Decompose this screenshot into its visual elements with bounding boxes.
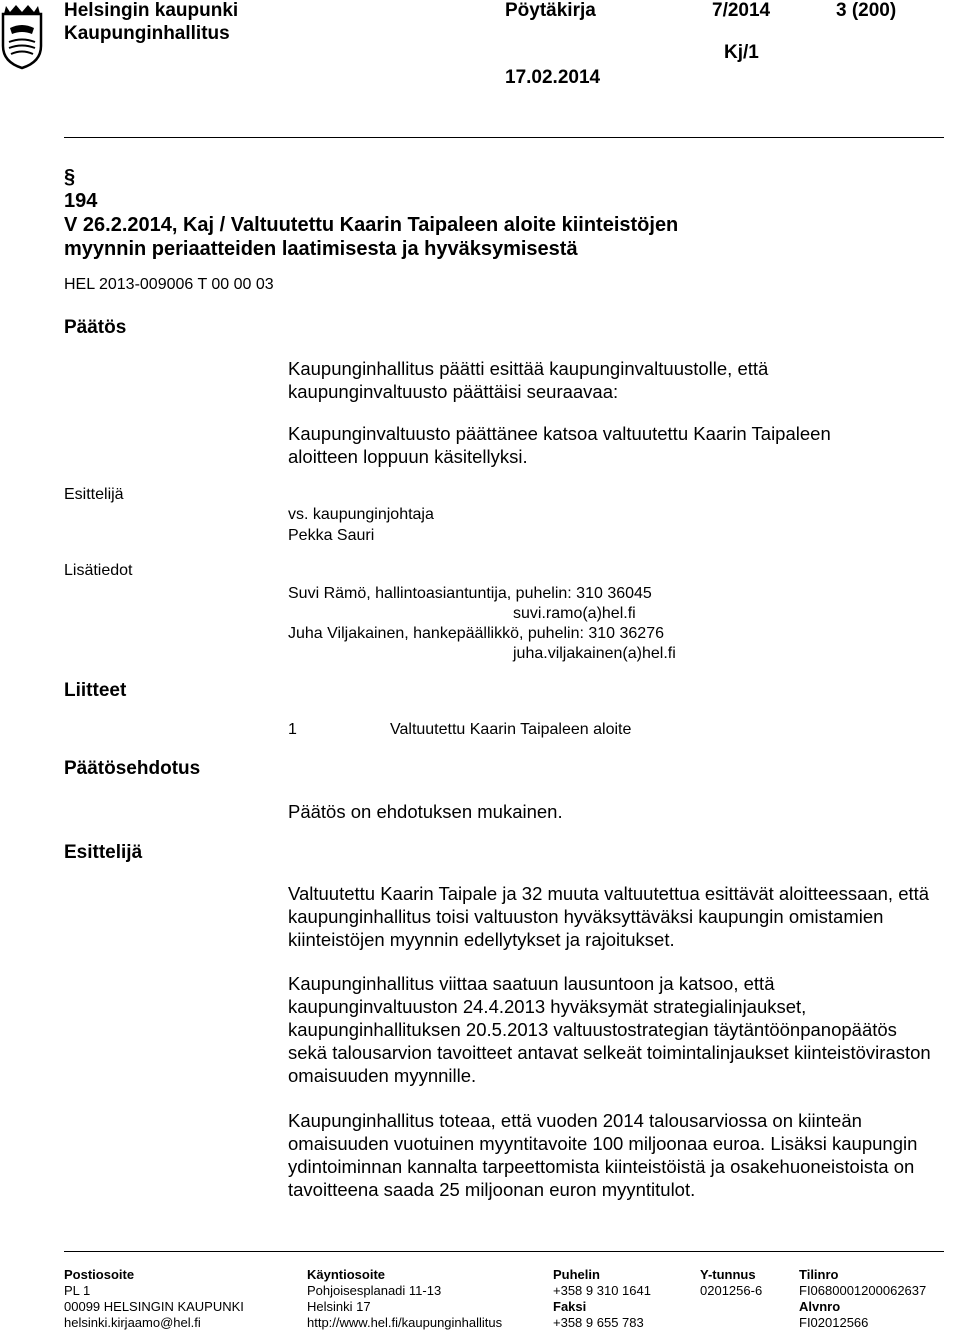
proposal-text: Päätös on ehdotuksen mukainen.: [288, 801, 563, 822]
proposal-heading: Päätösehdotus: [64, 758, 201, 779]
diary-number: HEL 2013-009006 T 00 00 03: [64, 276, 274, 293]
footer-fax-number: +358 9 655 783: [553, 1315, 644, 1330]
attachment-number: 1: [288, 721, 297, 738]
presenter-paragraph-1: Valtuutettu Kaarin Taipale ja 32 muuta valtuutettua esittävät aloitteessaan, että kaupunginhallitus toisi valtuuston hyväksyttäväksi kaupungin omistamien kiinteistöjen myynnin edellytykset ja rajoitukset.: [288, 883, 930, 950]
decision-heading: Päätös: [64, 317, 127, 338]
footer-fax-title: Faksi: [553, 1299, 587, 1314]
footer-account-title: Tilinro: [799, 1267, 839, 1282]
footer-phone: [553, 1267, 651, 1331]
footer-visit-line-1: Pohjoisesplanadi 11-13: [307, 1283, 442, 1298]
footer-email-link[interactable]: helsinki.kirjaamo@hel.fi: [64, 1315, 201, 1330]
footer-vat-value: FI02012566: [799, 1315, 869, 1330]
item-number: 194: [64, 190, 98, 212]
footer-postal-line-2: 00099 HELSINGIN KAUPUNKI: [64, 1299, 244, 1314]
section-code: Kj/1: [724, 42, 759, 63]
item-title-line-1: V 26.2.2014, Kaj / Valtuutettu Kaarin Taipaleen aloite kiinteistöjen: [64, 214, 679, 236]
footer-rule: [64, 1251, 944, 1252]
footer-phone-title: Puhelin: [553, 1267, 600, 1282]
footer-postal-title: Postiosoite: [64, 1267, 135, 1282]
attachments-heading: Liitteet: [64, 680, 127, 701]
footer-vat-title: Alvnro: [799, 1299, 841, 1314]
email-1: suvi.ramo(a)hel.fi: [513, 605, 636, 622]
minutes-number: 7/2014: [712, 0, 771, 21]
email-2: juha.viljakainen(a)hel.fi: [513, 645, 676, 662]
body-name: Kaupunginhallitus: [64, 23, 230, 44]
footer-postal: [64, 1267, 244, 1331]
decision-line-2: kaupunginvaltuusto päättäisi seuraavaa:: [288, 381, 619, 402]
meeting-date: 17.02.2014: [505, 67, 601, 88]
presenter2-heading: Esittelijä: [64, 842, 143, 863]
decision-proposal-line-2: aloitteen loppuun käsitellyksi.: [288, 446, 528, 467]
contact-1: Suvi Rämö, hallintoasiantuntija, puhelin: 310 36045: [288, 585, 652, 602]
attachment-link[interactable]: Valtuutettu Kaarin Taipaleen aloite: [390, 721, 632, 738]
info-label: Lisätiedot: [64, 562, 133, 579]
footer-visit-line-2: Helsinki 17: [307, 1299, 371, 1314]
footer-web-link[interactable]: http://www.hel.fi/kaupunginhallitus: [307, 1315, 503, 1330]
presenter-label: Esittelijä: [64, 486, 124, 503]
footer-account-value: FI0680001200062637: [799, 1283, 927, 1298]
footer-account: [799, 1267, 926, 1331]
presenter-name: Pekka Sauri: [288, 527, 375, 544]
decision-proposal-line-1: Kaupunginvaltuusto päättänee katsoa valtuutettu Kaarin Taipaleen: [288, 423, 831, 444]
page-number: 3 (200): [836, 0, 897, 21]
presenter-paragraph-2: Kaupunginhallitus viittaa saatuun lausuntoon ja katsoo, että kaupunginvaltuuston 24.4.2013 hyväksymät strategialinjaukset, kaupunginhallituksen 20.5.2013 valtuustostrategian täytäntöönpanopäätös sekä talousarvion tavoitteet antavat selkeät toimintalinjaukset kiinteistöviraston omaisuuden myynnille.: [288, 973, 931, 1086]
footer-business-id-value: 0201256-6: [700, 1283, 763, 1298]
paragraph-sign: §: [64, 166, 76, 188]
header-rule: [64, 137, 944, 138]
city-name: Helsingin kaupunki: [64, 0, 239, 21]
footer-postal-line-1: PL 1: [64, 1283, 91, 1298]
helsinki-crest-logo: [0, 2, 44, 70]
contact-2: Juha Viljakainen, hankepäällikkö, puhelin: 310 36276: [288, 625, 664, 642]
footer-visit: [307, 1267, 502, 1331]
decision-line-1: Kaupunginhallitus päätti esittää kaupunginvaltuustolle, että: [288, 358, 769, 379]
document-type: Pöytäkirja: [505, 0, 596, 21]
footer-visit-title: Käyntiosoite: [307, 1267, 386, 1282]
presenter-paragraph-3: Kaupunginhallitus toteaa, että vuoden 2014 talousarviossa on kiinteän omaisuuden vuotuinen myyntitavoite 100 miljoonaa euroa. Lisäksi kaupungin ydintoiminnan kannalta tarpeettomista kiinteistöistä ja osakehuoneistoista on tavoitteena saada 25 miljoonan euron myyntitulot.: [288, 1110, 918, 1200]
footer-phone-number: +358 9 310 1641: [553, 1283, 651, 1298]
footer-business-id-title: Y-tunnus: [700, 1267, 756, 1282]
item-title-line-2: myynnin periaatteiden laatimisesta ja hyväksymisestä: [64, 238, 578, 260]
footer-business-id: [700, 1267, 762, 1299]
presenter-title: vs. kaupunginjohtaja: [288, 506, 434, 523]
